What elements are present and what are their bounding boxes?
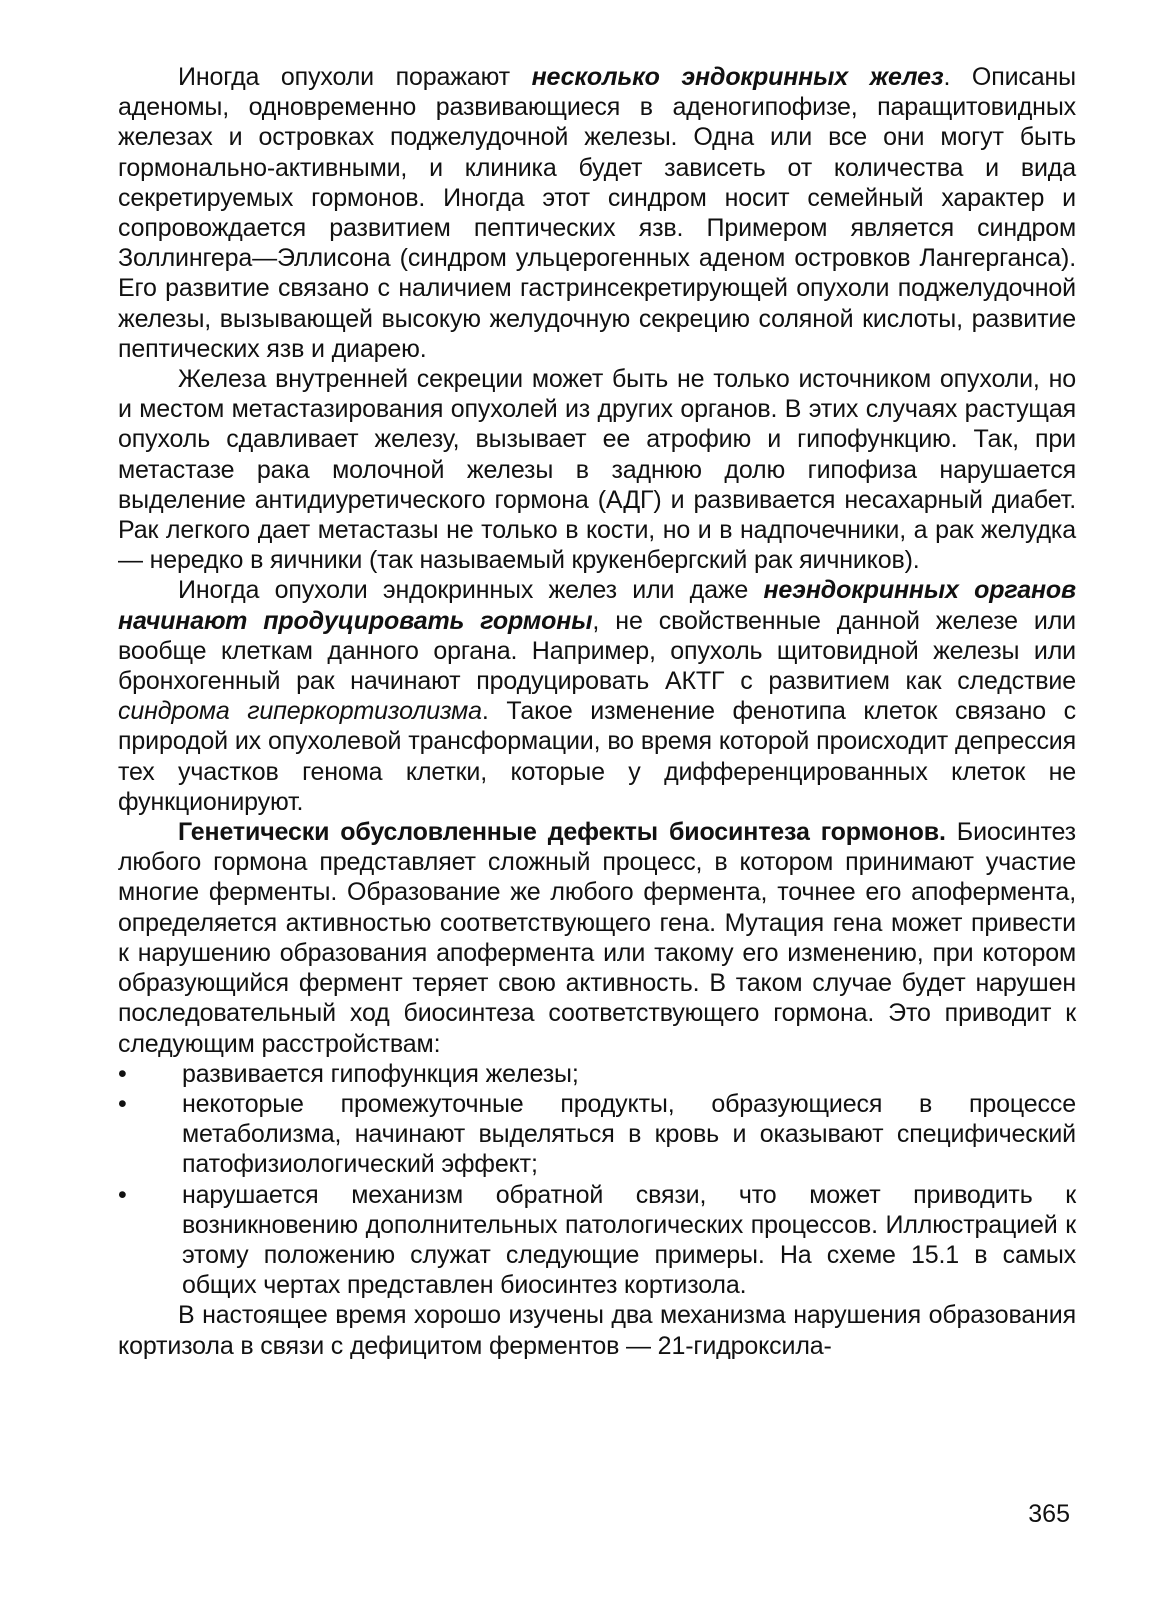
- list-item: [118, 1059, 1076, 1089]
- list-item-text: нарушается механизм обратной связи, что может приводить к возникновению дополнительных патологических процессов. Иллюстрацией к этому положению служат следующие примеры. На схеме 15.1 в самых общих чертах представлен биосинтез кортизола.: [182, 1180, 1076, 1300]
- paragraph-text: Биосинтез любого гормона представляет сложный процесс, в котором принимают участие многие ферменты. Образование же любого фермента, точнее его апофермента, определяется активностью соответствующего гена. Мутация гена может привести к нарушению образования апофермента или такому его изменению, при котором образующийся фермент теряет свою активность. В таком случае будет нарушен последовательный ход биосинтеза соответствующего гормона. Это приводит к следующим расстройствам:: [118, 818, 1076, 1058]
- paragraph-genetic-defects: [118, 817, 1076, 1059]
- emphasis-text: неэндокринных органов начинают продуцировать гормоны: [118, 576, 1076, 635]
- paragraph-text: , не свойственные данной железе или вообще клеткам данного органа. Например, опухоль щитовидной железы или бронхогенный рак начинают продуцировать АКТГ с развитием как следствие: [118, 606, 1076, 696]
- section-heading: Генетически обусловленные дефекты биосинтеза гормонов.: [178, 818, 946, 847]
- bullet-icon: •: [118, 1089, 127, 1118]
- paragraph-ectopic-hormones: [118, 575, 1076, 817]
- paragraph-metastasis: [118, 364, 1076, 575]
- paragraph-text: . Описаны аденомы, одновременно развивающиеся в аденогипофизе, паращитовидных железах и островках поджелудочной железы. Одна или все они могут быть гормонально-активными, и клиника будет зависеть от количества и вида секретируемых гормонов. Иногда этот синдром носит семейный характер и сопровождается развитием пептических язв. Примером является синдром Золлингера—Эллисона (синдром ульцерогенных аденом островков Лангерганса). Его развитие связано с наличием гастринсекретирующей опухоли поджелудочной железы, вызывающей высокую желудочную секрецию соляной кислоты, развитие пептических язв и диарею.: [118, 63, 1077, 363]
- paragraph-text: Иногда опухоли эндокринных желез или даже: [178, 576, 764, 605]
- bullet-icon: •: [118, 1059, 127, 1088]
- paragraph-text: В настоящее время хорошо изучены два механизма нарушения образования кортизола в связи с дефицитом ферментов — 21-гидроксила-: [118, 1301, 1076, 1360]
- paragraph-multiple-endocrine-tumors: [118, 62, 1076, 364]
- page-number: 365: [1028, 1500, 1070, 1528]
- paragraph-text: Иногда опухоли поражают: [178, 63, 532, 91]
- bullet-list: [118, 1059, 1076, 1301]
- paragraph-text: . Такое изменение фенотипа клеток связано с природой их опухолевой трансформации, во время которой происходит депрессия тех участков генома клетки, которые у дифференцированных клеток не функционируют.: [118, 697, 1076, 816]
- paragraph-cortisol-mechanisms: [118, 1300, 1076, 1360]
- list-item: [118, 1180, 1076, 1301]
- emphasis-text: несколько эндокринных желез: [531, 63, 944, 91]
- list-item: [118, 1089, 1076, 1180]
- list-item-text: некоторые промежуточные продукты, образующиеся в процессе метаболизма, начинают выделяться в кровь и оказывают специфический патофизиологический эффект;: [182, 1089, 1076, 1179]
- page-body: [118, 62, 1076, 1361]
- paragraph-text: Железа внутренней секреции может быть не только источником опухоли, но и местом метастазирования опухолей из других органов. В этих случаях растущая опухоль сдавливает железу, вызывает ее атрофию и гипофункцию. Так, при метастазе рака молочной железы в заднюю долю гипофиза нарушается выделение антидиуретического гормона (АДГ) и развивается несахарный диабет. Рак легкого дает метастазы не только в кости, но и в надпочечники, а рак желудка — нередко в яичники (так называемый крукенбергский рак яичников).: [118, 365, 1076, 575]
- list-item-text: развивается гипофункция железы;: [182, 1059, 579, 1088]
- bullet-icon: •: [118, 1180, 127, 1209]
- italic-term: синдрома гиперкортизолизма: [118, 697, 482, 726]
